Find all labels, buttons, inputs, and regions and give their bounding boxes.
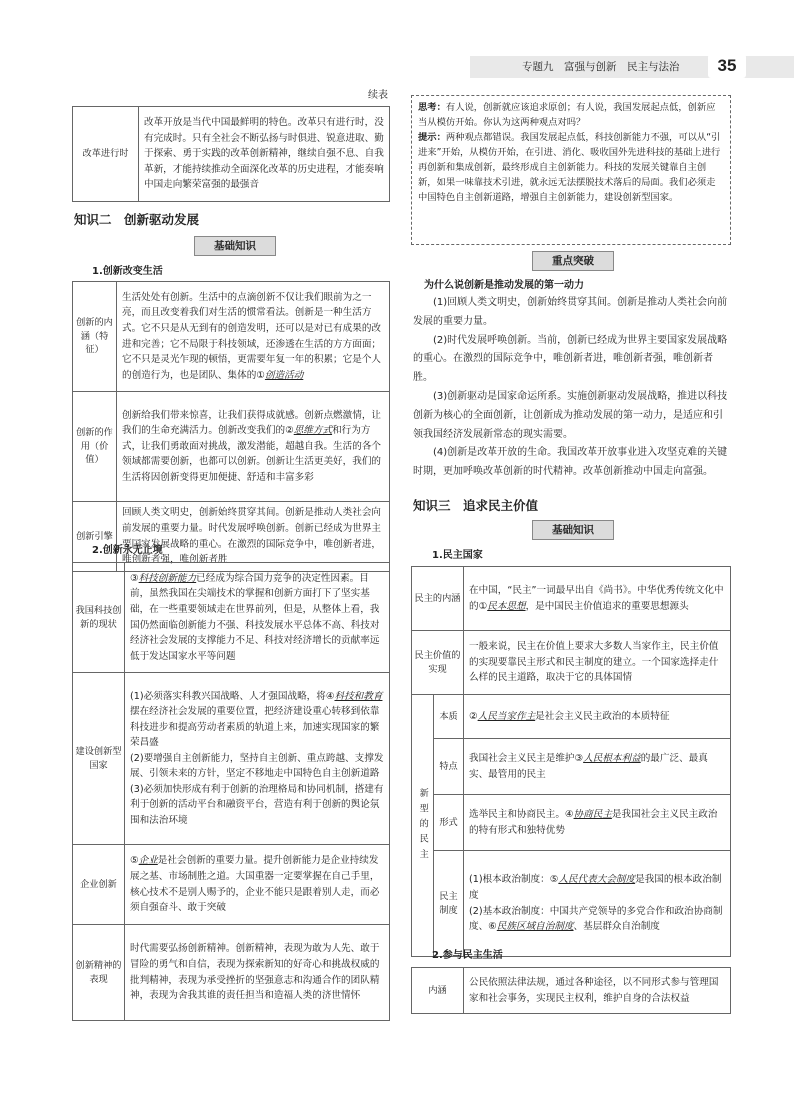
system-text: (1)根本政治制度：⑤人民代表大会制度是我国的根本政治制度 (2)基本政治制度：中国共产党领导的多党合作和政治协商制度、⑥民族区域自治制度、基层群众自治制度 xyxy=(464,851,731,957)
democracy-meaning-text: 在中国，“民主”一词最早出自《尚书》。中华优秀传统文化中的①民本思想，是中国民主价值追求的重要思想源头 xyxy=(464,567,731,631)
subsection-1-title: 1.创新改变生活 xyxy=(92,266,163,277)
participation-text: 公民依照法律法规，通过各种途径，以不同形式参与管理国家和社会事务，实现民主权利，维护自身的合法权益 xyxy=(464,968,731,1014)
subsection-4-title: 2.参与民主生活 xyxy=(432,950,503,961)
section-2-badge: 基础知识 xyxy=(194,236,276,256)
feature-label: 特点 xyxy=(434,739,464,795)
header-topic: 专题九 xyxy=(522,61,554,73)
innovative-country-text: (1)必须落实科教兴国战略、人才强国战略，将④科技和教育摆在经济社会发展的重要位置，把经济建设重心转移到依靠科技进步和提高劳动者素质的轨道上来，加速实现国家的繁荣昌盛 (2)要增强自主创新能力，坚持自主创新、重点跨越、支撑发展、引领未来的方针，坚定不移地走中国特色自主创新道路 (3)必须加快形成有利于创新的治理格局和协同机制，搭建有利于创新的活动平台和融资平台，营造有利于创新的舆论氛围和法治环境 xyxy=(125,673,390,845)
subsection-3-title: 1.民主国家 xyxy=(432,550,483,561)
innovation-role-text: 创新给我们带来惊喜，让我们获得成就感。创新点燃激情，让我们的生命充满活力。创新改变我们的②思维方式和行为方式，让我们勇敢面对挑战，激发潜能，超越自我。生活的各个领域都需要创新，也都可以创新。创新让生活更美好，我们的生活将因创新变得更加便捷、舒适和丰富多彩 xyxy=(117,392,390,502)
page-number: 35 xyxy=(708,54,746,78)
section-3-title: 知识三 追求民主价值 xyxy=(413,498,539,513)
think-question: 思考：有人说，创新就应该追求原创；有人说，我国发展起点低，创新应当从模仿开始。你认为这两种观点对吗？ xyxy=(418,102,716,129)
form-text: 选举民主和协商民主。④协商民主是我国社会主义民主政治的特有形式和独特优势 xyxy=(464,795,731,851)
democracy-meaning-label: 民主的内涵 xyxy=(412,567,464,631)
participation-table xyxy=(411,967,731,1014)
blank-d1: 民本思想 xyxy=(487,600,526,612)
democracy-table xyxy=(411,566,731,957)
essence-label: 本质 xyxy=(434,695,464,739)
blank-2: 思维方式 xyxy=(293,425,333,437)
reform-text: 改革开放是当代中国最鲜明的特色。改革只有进行时，没有完成时。只有全社会不断弘扬与时俱进、锐意进取、勤于探索、勇于实践的改革创新精神，继续自强不息、自我革新，才能持续推动全面深化改革的历史进程，才能奏响中国走向繁荣富强的最强音 xyxy=(139,107,390,202)
innovation-spirit-text: 时代需要弘扬创新精神。创新精神，表现为敢为人先、敢于冒险的勇气和自信，表现为探索新知的好奇心和挑战权威的批判精神，表现为承受挫折的坚强意志和沟通合作的团队精神，表现为舍我其谁的责任担当和造福人类的济世情怀 xyxy=(125,925,390,1021)
innovation-spirit-label: 创新精神的表现 xyxy=(73,925,125,1021)
innovative-country-label: 建设创新型国家 xyxy=(73,673,125,845)
innovation-role-label: 创新的作用（价值） xyxy=(73,392,117,502)
innovation-meaning-text: 生活处处有创新。生活中的点滴创新不仅让我们眼前为之一亮，而且改变着我们对生活的惯常看法。创新是一种生活方式。它不只是从无到有的创造发明，还可以是对已有成果的改进和完善；它不局限于科技领域，还渗透在生活的方方面面；它不只是灵光乍现的顿悟，更需要年复一年的积累；它是个人的创造行为，也是团队、集体的①创造活动 xyxy=(117,282,390,392)
think-box xyxy=(411,95,731,245)
new-democracy-label: 新型的民主 xyxy=(412,695,434,957)
reform-label: 改革进行时 xyxy=(73,107,139,202)
blank-5: 企业 xyxy=(138,855,158,867)
blank-4: 科技和教育 xyxy=(334,690,383,702)
innovation-endless-table xyxy=(72,562,390,1021)
tech-status-label: 我国科技创新的现状 xyxy=(73,563,125,673)
think-answer: 提示：两种观点都错误。我国发展起点低，科技创新能力不强，可以从“引进来”开始，从模仿开始，在引进、消化、吸收国外先进科技的基础上进行再创新和集成创新，最终形成自主创新能力。科技的发展关键靠自主创新，如果一味靠技术引进，就永远无法摆脱技术落后的局面。我们必须走中国特色自主创新道路，增强自主创新能力，建设创新型国家。 xyxy=(418,132,721,204)
enterprise-innovation-text: ⑤企业是社会创新的重要力量。提升创新能力是企业持续发展之基、市场制胜之道。大国重器一定要掌握在自己手里，核心技术不是别人赐予的，企业不能只是跟着别人走，而必须自强奋斗、敢于突破 xyxy=(125,845,390,925)
focus-question: 为什么说创新是推动发展的第一动力 xyxy=(424,280,584,291)
innovation-meaning-label: 创新的内涵（特征） xyxy=(73,282,117,392)
blank-d5: 人民代表大会制度 xyxy=(558,874,636,886)
header-text xyxy=(522,59,680,76)
focus-paragraphs: (1)回顾人类文明史，创新始终贯穿其间。创新是推动人类社会向前发展的重要力量。 (2)时代发展呼唤创新。当前，创新已经成为世界主要国家发展战略的重心。在激烈的国际竞争中，唯创新者进，唯创新者强，唯创新者胜。 (3)创新驱动是国家命运所系。实施创新驱动发展战略，推进以科技创新为核心的全面创新，让创新成为推动发展的第一动力，是适应和引领我国经济发展新常态的现实需要。 (4)创新是改革开放的生命。我国改革开放事业进入攻坚克难的关键时期，更加呼唤改革创新的时代精神。改革创新推动中国走向富强。 xyxy=(413,297,728,478)
blank-d3: 人民根本利益 xyxy=(583,752,641,764)
reform-table xyxy=(72,106,390,202)
system-label: 民主制度 xyxy=(434,851,464,957)
participation-label: 内涵 xyxy=(412,968,464,1014)
continued-label: 续表 xyxy=(368,90,388,101)
blank-d6: 民族区域自治制度 xyxy=(496,921,574,933)
innovation-engine-text: 回顾人类文明史，创新始终贯穿其间。创新是推动人类社会向前发展的重要力量。时代发展呼唤创新。创新已经成为世界主要国家发展战略的重心。在激烈的国际竞争中，唯创新者进，唯创新者强，唯创新者胜 xyxy=(117,502,390,572)
section-3-badge: 基础知识 xyxy=(532,520,614,540)
focus-badge: 重点突破 xyxy=(532,251,614,271)
blank-d2: 人民当家作主 xyxy=(477,710,536,722)
subsection-2-title: 2.创新永无止境 xyxy=(92,545,163,556)
header-title: 富强与创新 民主与法治 xyxy=(564,61,680,73)
blank-1: 创造活动 xyxy=(264,369,304,381)
feature-text: 我国社会主义民主是维护③人民根本利益的最广泛、最真实、最管用的民主 xyxy=(464,739,731,795)
enterprise-innovation-label: 企业创新 xyxy=(73,845,125,925)
innovation-engine-label: 创新引擎 xyxy=(73,502,117,572)
democracy-value-label: 民主价值的实现 xyxy=(412,631,464,695)
innovation-life-table xyxy=(72,281,390,572)
blank-3: 科技创新能力 xyxy=(138,572,197,584)
essence-text: ②人民当家作主是社会主义民主政治的本质特征 xyxy=(464,695,731,739)
democracy-value-text: 一般来说，民主在价值上要求大多数人当家作主，民主价值的实现要靠民主形式和民主制度的建立。一个国家选择走什么样的民主道路，取决于它的具体国情 xyxy=(464,631,731,695)
form-label: 形式 xyxy=(434,795,464,851)
tech-status-text: ③科技创新能力已经成为综合国力竞争的决定性因素。目前，虽然我国在尖端技术的掌握和创新方面打下了坚实基础，在一些重要领域走在世界前列，但是，从整体上看，我国仍然面临创新能力不强、科技发展水平总体不高、科技对经济社会发展的支撑能力不足、科技对经济增长的贡献率远低于发达国家水平等问题 xyxy=(125,563,390,673)
blank-d4: 协商民主 xyxy=(573,808,612,820)
section-2-title: 知识二 创新驱动发展 xyxy=(74,212,200,227)
